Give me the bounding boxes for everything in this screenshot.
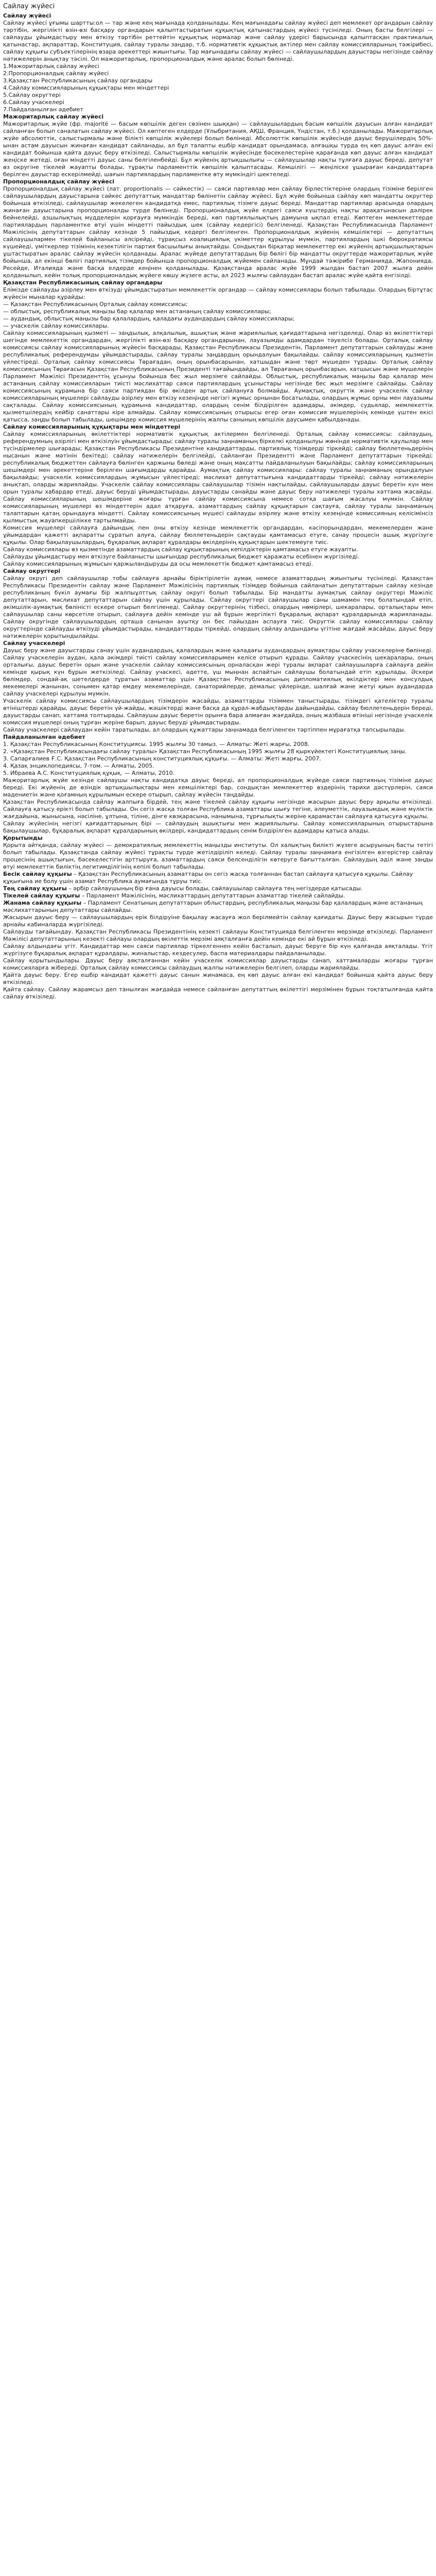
section-heading: Қазақстан Республикасының сайлау органдары [3, 279, 163, 286]
paragraph: Қазақстан Республикасында сайлау жалпыға бірдей, тең және тікелей сайлау құқығы негізінде жасырын дауыс беру арқылы өткізіледі. Сайлауға қатысу ерікті болып табылады. Он сегіз жасқа толған Республика азаматтары шығу тегіне, әлеуметтік, лауазымдық және мүліктік жағдайына, жынысына, нәсіліне, ұлтына, тіліне, дінге көзқарасына, нанымына, тұрғылықты жеріне қарамастан сайлауға қатысуға құқылы. [3, 799, 433, 820]
paragraph: 3.Қазақстан Республикасының сайлау органдары [3, 77, 153, 84]
paragraph: Жасырын дауыс беру — сайлаушылардың ерік білдіруіне бақылау жасауға жол берілмейтін сайлау қағидаты. Дауыс беру жасырын түрде арнайы кабиналарда жүргізіледі. [3, 914, 433, 928]
section-heading: Сайлау учаскелері [3, 640, 65, 647]
paragraph: Сайлау қорытындылары. Дауыс беру аяқталғаннан кейін учаскелік комиссиялар дауыстарды санап, хаттамаларды жоғары тұрған комиссияларға жібереді. Орталық сайлау комиссиясы сайлаудың жалпы нәтижелерін белгілеп, оларды жариялайды. [3, 957, 433, 971]
principle-text: – Парламент Мәжілісінің, мәслихаттардың депутаттарын азаматтар тікелей сайлайды. [80, 892, 345, 899]
section-heading: Сайлау округтері [3, 568, 60, 574]
paragraph: — учаскелік сайлау комиссиялары. [3, 323, 109, 329]
paragraph: Сайлау комиссиялары өз қызметінде азаматтардың сайлау құқықтарының кепілдіктерін қамтамасыз етуге жауапты. [3, 546, 358, 553]
paragraph: — Қазақстан Республикасының Орталық сайлау комиссиясы; [3, 301, 188, 308]
paragraph: Комиссия мүшелері сайлауға дайындық пен оны өткізу кезінде мемлекеттік органдардан, кәсіпорындардан, мекемелерден және ұйымдардан қажетті ақпаратты сұратып алуға, сайлау бюллетеньдерін сақтауды қамтамасыз етуге, санау процесін ашық жүргізуге құқылы. Олар бақылаушылардың, бұқаралық ақпарат құралдары өкілдерінің құқықтарын шектемеуге тиіс. [3, 524, 433, 546]
paragraph: Сайлау жүйесінің негізгі қағидаттарының бірі — сайлаудың ашықтығы мен жариялылығы. Сайлау комиссияларының отырыстарына бақылаушылар, бұқаралық ақпарат құралдарының өкілдері, кандидаттардың сенім білдірілген адамдары қатыса алады. [3, 820, 433, 834]
paragraph: 6.Сайлау учаскелері [3, 99, 64, 106]
principle-item [3, 892, 433, 900]
paragraph: Пропорционалдық сайлау жүйесі (лат. proportionalis — сәйкестік) — саяси партиялар мен сайлау бірлестіктеріне олардың тізіміне берілген сайлаушылардың дауыстарына сәйкес депутаттық мандаттар бөлінетін сайлау жүйесі. Бұл жүйе бойынша сайлау көп мандатты округтер бойынша өткізіледі, сайлаушылар жекелеген кандидатқа емес, партиялық тізімге дауыс береді. Мандаттар партиялар арасында олардың жинаған дауыстарына пропорционалды түрде бөлінеді. Пропорционалдық жүйе елдегі саяси күштердің нақты арақатынасын дәлірек бейнелейді, азшылықтың мүдделерін қорғауға мүмкіндік береді, көп партиялылықтың дамуына ықпал етеді. Көптеген мемлекеттерде партиялардың парламентке өтуі үшін міндетті пайыздық шек (сайлау кедергісі) белгіленеді. Қазақстан Республикасында Парламент Мәжілісінің депутаттарын сайлау кезінде 5 пайыздық кедергі белгіленген. Пропорционалдық жүйенің кемшіліктері — депутаттың сайлаушылармен тікелей байланысы әлсірейді, тұрақсыз коалициялық үкіметтер құрылуы мүмкін, партиялардың ішкі бюрократиясы күшейеді, үміткерлер тізімінің кезектілігін партия басшылығы анықтайды. Сондықтан бірқатар мемлекеттер екі жүйенің артықшылықтарын ұштастыратын аралас сайлау жүйесін қолданады. Аралас жүйеде депутаттардың бір бөлігі бір мандатты округтерде мажоритарлық жүйе бойынша, ал екінші бөлігі партиялық тізімдер бойынша пропорционалдық жүйемен сайланады. Мұндай тәжірибе Германияда, Жапонияда, Ресейде, Италияда және басқа елдерде кеңінен қолданылады. Қазақстанда аралас жүйе 1999 жылдан бастап 2007 жылға дейін қолданылып, кейін толық пропорционалдық жүйеге көшу жүзеге асты, ал 2023 жылғы сайлаудан бастап аралас жүйе қайта енгізілді. [3, 185, 433, 279]
paragraph: Дауыс беру және дауыстарды санау үшін аудандардың, қалалардың және қаладағы аудандардың аумақтары сайлау учаскелеріне бөлінеді. Сайлау учаскелерін аудан, қала әкімдері тиісті сайлау комиссияларымен келісе отырып құрады. Сайлау учаскесінің шекаралары, оның орталығы, дауыс беретін орын және учаскелік сайлау комиссиясының орналасқан жері туралы ақпарат сайлаушыларға сайлауға дейін кемінде қырық күн бұрын жеткізіледі. Сайлау учаскесі, әдетте, үш мыңнан аспайтын сайлаушы болатындай етіп құрылады. Әскери бөлімдер, сондай-ақ шетелдерде тұратын азаматтар үшін Қазақстан Республикасының дипломатиялық өкілдіктері мен консулдық мекемелері жанынан, сонымен қатар емдеу мекемелерінде, санаторийлерде, демалыс үйлерінде, шалғай және жетуі қиын аудандарда сайлау учаскелері құрылуы мүмкін. [3, 647, 433, 697]
paragraph: 7.Пайдаланылған әдебиет [3, 106, 83, 113]
article-page [0, 0, 436, 1001]
paragraph: Мажоритарлық жүйе (фр. majorité — басым көпшілік деген сөзінен шыққан) — сайлаушылардың басым көпшілік дауысын алған кандидат сайланған болып саналатын сайлау жүйесі. Ол көптеген елдерде (Ұлыбритания, АҚШ, Франция, Үндістан, т.б.) қолданылады. Мажоритарлық жүйе абсолюттік, салыстырмалы және білікті көпшілік жүйелері болып бөлінеді. Абсолюттік көпшілік жүйесінде дауыс берушілердің 50%-ынан астам дауысын жинаған кандидат сайланады, ал бұл талапты ешбір кандидат орындамаса, алғашқы турда ең көп дауыс алған екі кандидат бойынша қайта дауыс беру өткізіледі. Салыстырмалы көпшілік жүйесінде бәсекелестеріне қарағанда көп дауыс алған кандидат жеңіске жетеді, оған міндетті дауыс саны белгіленбейді. Бұл жүйенің артықшылығы — сайлаушылар нақты тұлғаға дауыс береді, депутат өз округіне тікелей жауапты болады, тұрақты парламенттік көпшілік қалыптасады. Кемшілігі — жеңіліске ұшыраған кандидаттарға берілген дауыстар ескерілмейді, шағын партиялардың парламентке өту мүмкіндігі шектеледі. [3, 121, 433, 178]
section-heading: Қорытынды [3, 835, 43, 841]
paragraph: Сайлау комиссияларының жұмысын қаржыландыруды да осы мемлекеттік бюджет қамтамасыз етеді. [3, 561, 313, 567]
paragraph: Сайлау жүйесі ұғымы шартты:ол — тар және кең мағынада қолданылады. Кең мағынадағы сайлау жүйесі деп мемлекет органдарын сайлау тәртібін, жергілікті өзін-өзі басқару органдарын қалыптастыратын құқықтық қатынастардың жүйесі түсініледі. Оның басты белгілері — сайлауды ұйымдастыру мен өткізу тәртібін реттейтін құқықтық нормалар және сайлау үдерісі барысында қалыптасқан практикалық қатынастар, ақпараттар, Конституция, сайлау туралы заңдар, т.б. нормативтік құқықтық актілер мен сайлау комиссияларының тәжірибесі, сайлау құқығы субъектілерінің өзара әрекеттері жиынтығы. Тар мағынадағы сайлау жүйесі — сайлаушылардың дауыстары негізінде сайлау нәтижелерін анықтау тәсілі. Ол мажоритарлық, пропорционалдық және аралас болып бөлінеді. [3, 20, 433, 62]
section-heading: Пропорционалдық сайлау жүйесі [3, 178, 114, 185]
paragraph: 2.Пропорционалдық сайлау жүйесі [3, 70, 109, 77]
paragraph: 1.Мажоритарлық сайлау жүйесі [3, 63, 99, 70]
principle-list [3, 871, 433, 914]
section-heading: Мажоритарлық сайлау жүйесі [3, 113, 104, 120]
paragraph: 2. «Қазақстан Республикасындағы сайлау туралы» Қазақстан Республикасының 1995 жылғы 28 қыркүйектегі Конституциялық заңы. [3, 748, 407, 755]
paragraph: — облыстық, республикалық маңызы бар қалалар мен астананың сайлау комиссиялары; [3, 308, 271, 315]
principle-item [3, 871, 433, 885]
paragraph: Сайлауды ұйымдастыру мен өткізуге байланысты шығындар республикалық бюджет қаражаты есебінен жүргізіледі. [3, 553, 360, 560]
principle-text: – Парламент Сенатының депутаттарын облыстардың, республикалық маңызы бар қалалардың және астананың мәслихаттарының депутаттары сайлайды. [3, 900, 423, 913]
paragraph: Сайлау учаскелері сайлаудан кейін таратылады, ал олардың құжаттары заңнамада белгіленген тәртіппен мұрағатқа тапсырылады. [3, 726, 406, 733]
paragraph: 4. Қазақ энциклопедиясы, 7-том. — Алматы, 2005. [3, 762, 154, 769]
principle-text: – Қазақстан Республикасының азаматтары он сегіз жасқа толғаннан бастап сайлауға қатысуға құқылы. Сайлау құқығына ие болу үшін азамат Республика аумағында тұруы тиіс. [3, 871, 413, 885]
paragraph: 4.Сайлау комиссияларының құқықтары мен міндеттері [3, 84, 169, 91]
page-title: Сайлау жүйесі [3, 3, 55, 10]
paragraph: Сайлау алдындағы үгіт. Кандидаттар мен саяси партиялар тіркелгеннен кейін басталып, дауыс беруге бір күн қалғанда аяқталады. Үгіт жүргізуге бұқаралық ақпарат құралдары, жиналыстар, кездесулер, баспа материалдары пайдаланылады. [3, 943, 433, 957]
paragraph: Қайта сайлау. Сайлау жарамсыз деп танылған жағдайда немесе сайланған депутаттың өкілеттігі мерзімінен бұрын тоқтатылғанда қайта сайлау өткізіледі. [3, 986, 433, 1000]
section-heading: Сайлау комиссияларының құқықтары мен міндеттері [3, 423, 181, 430]
paragraph: Сайлау комиссияларының өкілеттіктері нормативтік құқықтық актілермен белгіленеді. Орталық сайлау комиссиясы: сайлаудың, референдумның әзірлігі мен өткізілуін ұйымдастырады; сайлау туралы заңнаманың біркелкі қолданылуы жөнінде нормативтік қаулылар мен түсіндірмелер шығарады; Қазақстан Республикасы Президентіне кандидаттарды, партиялық тізімдерді тіркейді; сайлау бюллетеньдерінің нысанын және мәтінін бекітеді; сайлау нәтижелерін белгілейді, сайланған Президентті және Парламент депутаттарын тіркейді; республикалық бюджеттен сайлауға бөлінген қаржыны бөледі және оның мақсатты пайдаланылуын бақылайды; сайлау комиссияларының шешімдері мен әрекеттеріне берілген шағымдарды қарайды. Аумақтық сайлау комиссиялары: сайлау туралы заңнаманың орындалуын бақылайды; учаскелік комиссиялардың жұмысын үйлестіреді; мәслихат депутаттығына кандидаттарды тіркейді; сайлау нәтижелерін анықтап, оларды жариялайды. Учаскелік сайлау комиссиялары сайлаушылар тізімін нақтылайды, сайлаушыларды дауыс беретін күн мен орын туралы хабардар етеді, дауыс беруді ұйымдастырады, дауыстарды санайды және дауыс беру нәтижелері туралы хаттама жасайды. Сайлау комиссияларының шешімдеріне жоғары тұрған сайлау комиссиясына немесе сотқа шағым жасалуы мүмкін. Сайлау комиссияларының мүшелері өз міндеттерін адал атқаруға, азаматтардың сайлау құқықтарын сақтауға, сайлау туралы заңнаманың талаптарын қатаң орындауға міндетті. Сайлау комиссиясының мүшесі сайлауды әзірлеу және өткізу кезеңінде комиссияның келісімінсіз қылмыстық жауапкершілікке тартылмайды. [3, 431, 433, 524]
paragraph: 5.Сайлау округтері [3, 92, 61, 98]
article-content [3, 12, 433, 871]
paragraph: Учаскелік сайлау комиссиясы сайлаушылардың тізімдерін жасайды, азаматтарды тізіммен таныстырады, тізімдегі қателіктер туралы өтініштерді қарайды, дауыс беретін үй-жайды, жәшіктерді және басқа да құрал-жабдықтарды дайындайды, сайлау бюллетеньдерін береді, дауыстарды санап, хаттама толтырады. Сайлаушы дауыс беретін орынға бара алмаған жағдайда, оның жазбаша өтініші негізінде учаскелік комиссия мүшелері оның тұрған жеріне барып, дауыс беруді ұйымдастырады. [3, 698, 433, 726]
principle-text: – әрбір сайлаушының бір ғана дауысы болады, сайлаушылар сайлауға тең негіздерде қатысады. [66, 885, 363, 892]
principle-label: Бесік сайлау құқығы [3, 871, 72, 877]
paragraph: Сайлау комиссияларының қызметі — заңдылық, алқалылық, ашықтық және жариялылық қағидаттарына негізделеді. Олар өз өкілеттіктері шегінде мемлекеттік органдардан, жергілікті өзін-өзі басқару органдарынан, лауазымды адамдардан тәуелсіз болады. Орталық сайлау комиссиясы сайлау комиссияларының жүйесін басқарады, Қазақстан Республикасы Президентін, Парламент депутаттарын сайлауды және республикалық референдумды ұйымдастырады, сайлау туралы заңдардың орындалуын бақылайды, сайлау комиссияларының қызметін үйлестіреді. Орталық сайлау комиссиясы Төрағадан, оның орынбасарынан, хатшыдан және төрт мүшеден тұрады. Орталық сайлау комиссиясының Төрағасын Қазақстан Республикасының Президенті тағайындайды, ал Төрағаның орынбасарын, хатшысын және мүшелерін Парламент Мәжілісі Президенттің ұсынуы бойынша бес жыл мерзімге сайлайды. Облыстық, республикалық маңызы бар қалалар мен астананың сайлау комиссияларын тиісті мәслихаттар саяси партиялардың ұсыныстары негізінде бес жыл мерзімге сайлайды. Сайлау комиссиясының құрамына бір саяси партиядан бір өкілден артық сайлануға болмайды. Аумақтық, округтік және учаскелік сайлау комиссияларының мүшелері сайлауды әзірлеу мен өткізу кезеңінде негізгі жұмыс орнынан босатылады, олардың жұмыс орны мен лауазымы сақталады. Сайлау комиссиясының құрамына кандидаттар, олардың сенім білдірілген адамдары, әкімдер, судьялар, мемлекеттік қызметшілердің кейбір санаттары кіре алмайды. Сайлау комиссиясының отырысы егер оған комиссия мүшелерінің кемінде үштен екісі қатысса, заңды болып табылады, шешімдер комиссия мүшелерінің жалпы санының көпшілік даусымен қабылданады. [3, 330, 433, 423]
paragraph: — аудандық, облыстық маңызы бар қалалардың, қаладағы аудандардың сайлау комиссиялары; [3, 315, 295, 322]
article-tail [3, 914, 433, 1001]
paragraph: 3. Сапарғалиев Ғ.С. Қазақстан Республикасының конституциялық құқығы. — Алматы: Жеті жарғы, 2007. [3, 755, 321, 762]
paragraph: 5. Ибраева А.С. Конституциялық құқық. — Алматы, 2010. [3, 770, 175, 776]
paragraph: Сайлау округі деп сайлаушылар тобы сайлауға арнайы біріктірілетін аумақ немесе азаматтардың жиынтығы түсініледі. Қазақстан Республикасы Президентін сайлау және Парламент Мәжілісінің партиялық тізімдер бойынша сайланатын депутаттарын сайлау кезінде республиканың бүкіл аумағы бір жалпыұлттық сайлау округі болып табылады. Бір мандатты аумақтық сайлау округтері Мәжіліс депутаттарын, мәслихат депутаттарын сайлау үшін құрылады. Сайлау округтері сайлаушылар саны шамамен тең болатындай етіп, әкімшілік-аумақтық бөліністі ескере отырып белгіленеді. Сайлау округтерінің тізбесі, олардың нөмірлері, шекаралары, орталықтары мен сайлаушылар саны көрсетіле отырып, сайлауға дейін кемінде үш ай бұрын жергілікті бұқаралық ақпарат құралдарында жарияланады. Сайлау округінде сайлаушылардың орташа санынан ауытқу он бес пайыздан аспауға тиіс. Округтік сайлау комиссиялары сайлау округтерінде сайлауды өткізуді ұйымдастырады, кандидаттарды тіркейді, олардың сайлау алдындағы үгітіне жағдай жасайды, дауыс беру нәтижелерін қорытындылайды. [3, 575, 433, 639]
principle-item [3, 885, 433, 892]
principle-item [3, 900, 433, 914]
section-heading: Сайлау жүйесі [3, 12, 51, 19]
principle-label: Тең сайлау құқығы [3, 885, 67, 892]
paragraph: 1. Қазақстан Республикасының Конституциясы. 1995 жылғы 30 тамыз. — Алматы: Жеті жарғы, 2008. [3, 741, 310, 748]
paragraph: Мажоритарлық жүйе кезінде сайлаушы нақты кандидатқа дауыс береді, ал пропорционалдық жүйеде саяси партияның тізіміне дауыс береді. Екі жүйенің де өзіндік артықшылықтары мен кемшіліктері бар, сондықтан мемлекеттер өздерінің тарихи дәстүрлерін, саяси мәдениетін және қоғамның құрылымын ескере отырып, сайлау жүйесін таңдайды. [3, 777, 433, 798]
paragraph: Қорыта айтқанда, сайлау жүйесі — демократиялық мемлекеттің маңызды институты. Ол халықтың билікті жүзеге асыруының басты тетігі болып табылады. Қазақстанда сайлау жүйесі тұрақты түрде жетілдіріліп келеді. Сайлау туралы заңнамаға енгізілген өзгерістер сайлау процесінің ашықтығын, бәсекелестігін арттыруға, азаматтардың саяси белсенділігін көтеруге бағытталған. Сайлаудың әділ және заңды өтуі мемлекеттік биліктің легитимділігінің кепілі болып табылады. [3, 842, 433, 870]
paragraph: Сайлауды тағайындау. Қазақстан Республикасы Президентінің кезекті сайлауы Конституцияда белгіленген мерзімде өткізіледі. Парламент Мәжілісі депутаттарының кезекті сайлауы олардың өкілеттік мерзімі аяқталғанға дейін кемінде екі ай бұрын өткізіледі. [3, 928, 433, 942]
section-heading: Пайдаланылған әдебиет [3, 734, 85, 740]
principle-label: Тікелей сайлау құқығы [3, 892, 80, 899]
paragraph: Елімізде сайлауды әзірлеу мен өткізуді ұйымдастыратын мемлекеттік органдар — сайлау комиссиялары болып табылады. Олардың біртұтас жүйесін мыналар құрайды: [3, 286, 433, 300]
paragraph: Қайта дауыс беру. Егер ешбір кандидат қажетті дауыс санын жинамаса, ең көп дауыс алған екі кандидат бойынша қайта дауыс беру өткізіледі. [3, 972, 433, 986]
principle-label: Жанама сайлау құқығы [3, 900, 82, 906]
